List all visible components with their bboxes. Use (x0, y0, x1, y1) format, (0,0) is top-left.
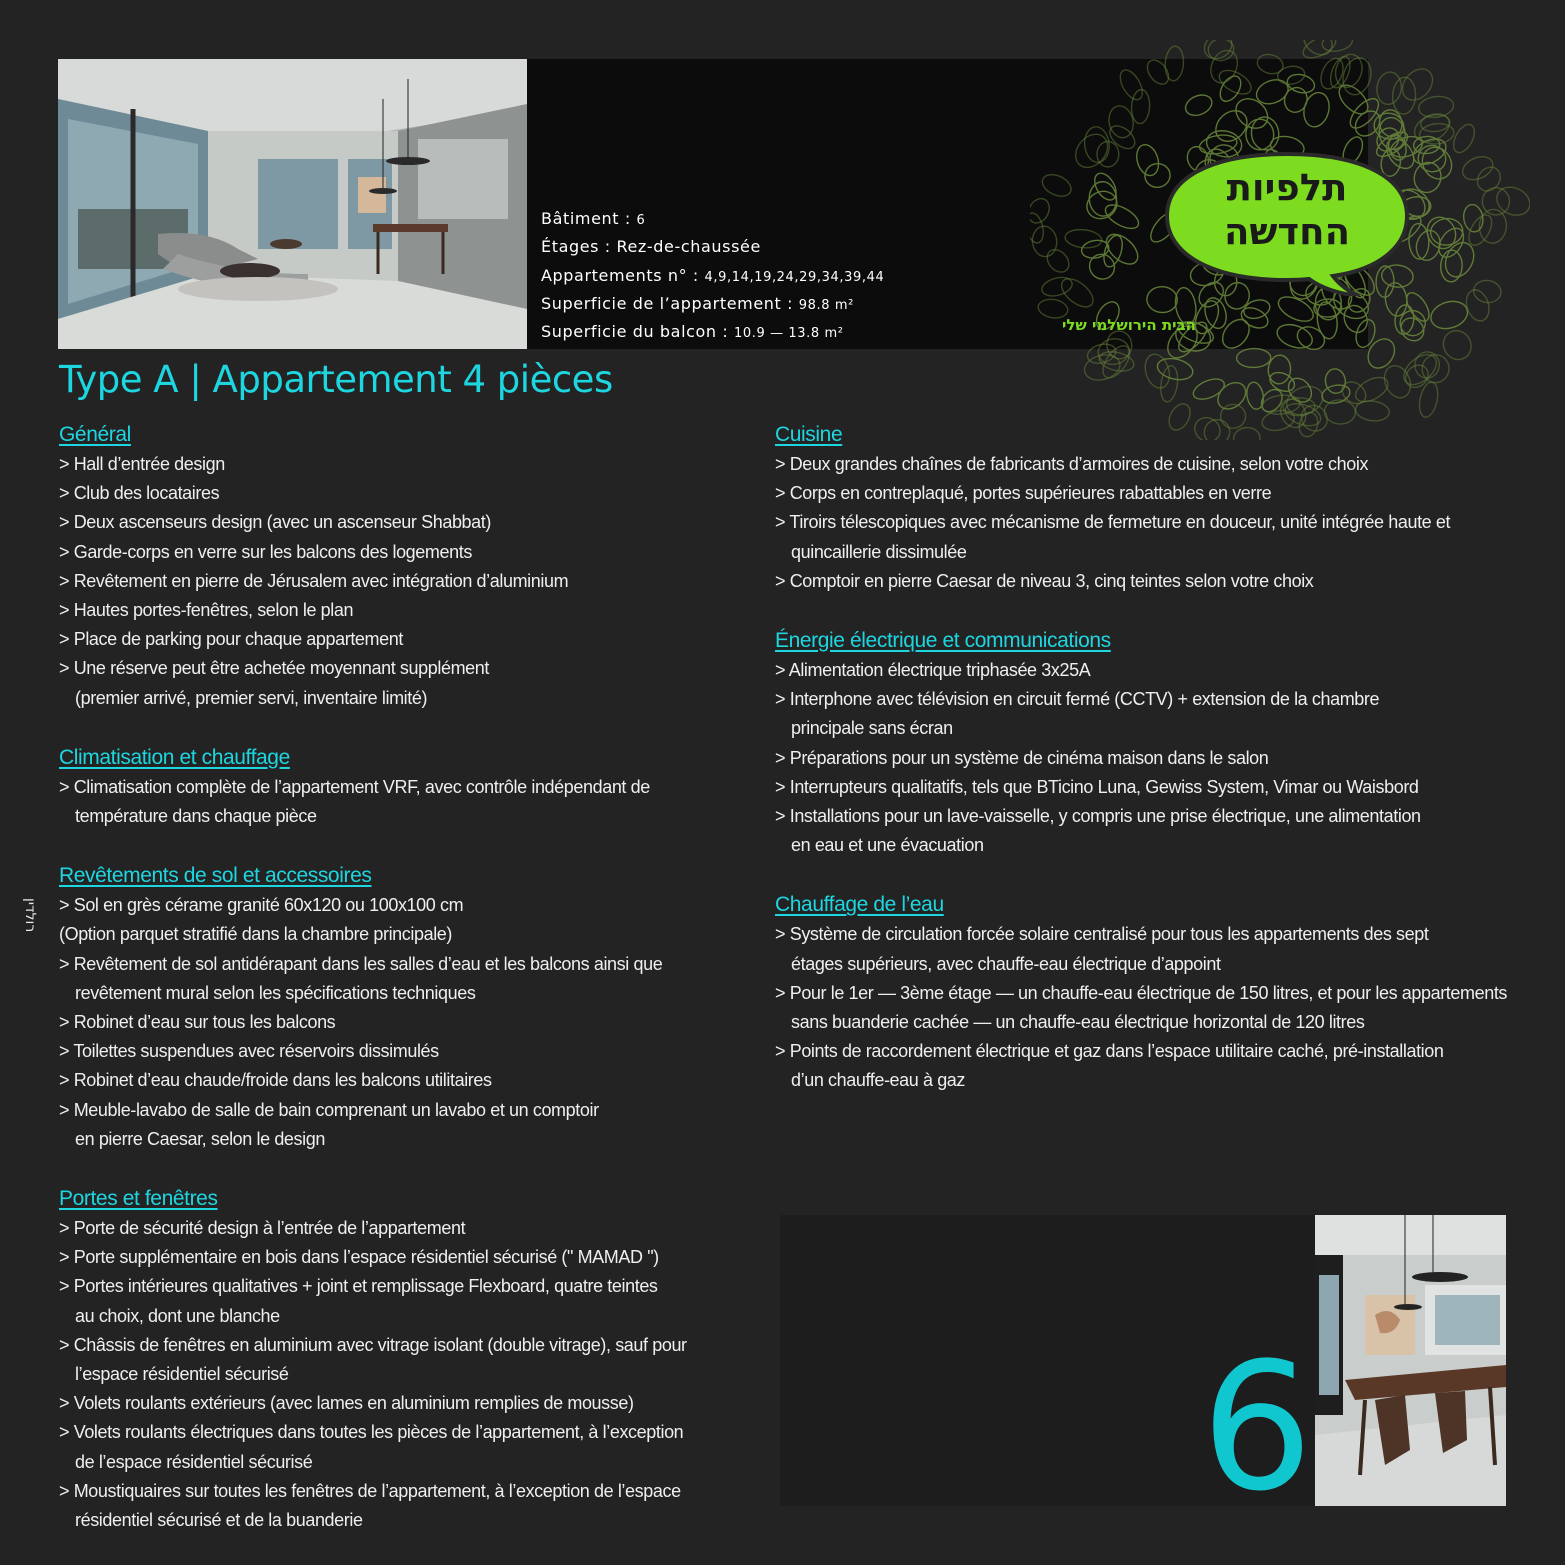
logo-text: תלפיות החדשה (1223, 166, 1351, 253)
pattern-oval (1401, 361, 1432, 392)
pattern-oval (1030, 195, 1053, 227)
list-item: > Porte supplémentaire en bois dans l’espace résidentiel sécurisé (" MAMAD ") (59, 1247, 659, 1268)
building-info (541, 206, 961, 347)
pattern-oval (1321, 40, 1354, 54)
list-item: > Robinet d’eau chaude/froide dans les balcons utilitaires (59, 1070, 492, 1091)
pattern-oval (1274, 320, 1315, 352)
list-item: > Interrupteurs qualitatifs, tels que BTicino Luna, Gewiss System, Vimar ou Waisbord (775, 776, 1419, 797)
hero-living-room-image (58, 59, 527, 349)
item-list (775, 450, 1535, 596)
item-list (59, 1214, 819, 1535)
section-gap (775, 596, 1535, 626)
item-list (775, 656, 1535, 860)
pattern-oval (1084, 249, 1119, 284)
pattern-oval (1217, 314, 1254, 353)
pattern-oval (1213, 377, 1251, 414)
list-item: > Portes intérieures qualitatives + joint et remplissage Flexboard, quatre teintes au choix, dont une blanche (59, 1276, 658, 1326)
pattern-oval (1449, 121, 1478, 156)
pattern-oval (1043, 245, 1073, 276)
list-item: > Points de raccordement électrique et gaz dans l’espace utilitaire caché, pré-installation d’un chauffe-eau à gaz (775, 1041, 1444, 1091)
info-floors: Étages : Rez-de-chaussée (541, 237, 761, 257)
pattern-oval (1164, 46, 1185, 82)
pattern-oval (1057, 273, 1098, 312)
list-item: > Climatisation complète de l’appartement VRF, avec contrôle indépendant de température dans chaque pièce (59, 776, 650, 827)
pattern-oval (1459, 152, 1496, 184)
info-balcony-area: Superficie du balcon : 10.9 — 13.8 m² (541, 322, 844, 342)
list-item: > Volets roulants électriques dans toutes les pièces de l’appartement, à l’exception de l’espace résidentiel sécurisé (59, 1422, 684, 1472)
pattern-oval (1133, 142, 1162, 178)
pattern-oval (1380, 362, 1415, 402)
section-title: Général (59, 423, 131, 446)
section-gap (775, 860, 1535, 890)
info-apartments: Appartements n° : 4,9,14,19,24,29,34,39,44 (541, 265, 885, 285)
pattern-oval (1236, 348, 1271, 367)
list-item: > Préparations pour un système de cinéma maison dans le salon (775, 747, 1269, 768)
list-item: > Toilettes suspendues avec réservoirs dissimulés (59, 1041, 439, 1062)
section-flooring (59, 861, 819, 1154)
list-item: > Club des locataires (59, 483, 220, 504)
list-item: > Hautes portes-fenêtres, selon le plan (59, 600, 354, 621)
pattern-oval (1040, 274, 1074, 299)
section-title: Chauffage de l’eau (775, 893, 944, 917)
side-brand-mark: רולדין (22, 897, 38, 932)
pattern-oval (1281, 84, 1310, 115)
item-list (59, 773, 819, 831)
section-title: Cuisine (775, 423, 843, 446)
section-gap (59, 1154, 819, 1184)
pattern-oval (1320, 382, 1352, 405)
pattern-oval (1422, 212, 1461, 253)
list-item: > Une réserve peut être achetée moyennant supplément (premier arrivé, premier servi, inventaire limité) (59, 658, 489, 708)
page-number: 6 (1201, 1325, 1309, 1530)
pattern-oval (1417, 95, 1454, 120)
logo-tagline: הבית הירושלמי שלי (1061, 316, 1196, 334)
list-item: > Deux ascenseurs design (avec un ascenseur Shabbat) (59, 512, 491, 533)
section-electricity (775, 626, 1535, 860)
section-gap (59, 713, 819, 743)
pattern-oval (1141, 351, 1173, 391)
pattern-oval (1463, 287, 1493, 324)
section-title: Revêtements de sol et accessoires (59, 864, 372, 888)
right-column (775, 420, 1535, 1096)
pattern-oval (1182, 91, 1215, 119)
list-item: > Moustiquaires sur toutes les fenêtres de l’appartement, à l’exception de l’espace résidentiel sécurisé et de la buanderie (59, 1480, 681, 1531)
list-item: > Alimentation électrique triphasée 3x25A (775, 660, 1091, 681)
pattern-oval (1375, 70, 1403, 105)
list-item: > Hall d’entrée design (59, 454, 225, 474)
list-item: > Système de circulation forcée solaire centralisé pour tous les appartements des sept étages supérieurs, avec chauffe-eau électrique d’appoint (775, 924, 1429, 974)
item-list (59, 450, 819, 713)
list-item: > Corps en contreplaqué, portes supérieures rabattables en verre (775, 483, 1272, 504)
list-item: > Interphone avec télévision en circuit fermé (CCTV) + extension de la chambre principale sans écran (775, 689, 1380, 739)
pattern-oval (1031, 225, 1058, 258)
pattern-oval (1339, 55, 1375, 98)
list-item: > Garde-corps en verre sur les balcons des logements (59, 541, 472, 562)
pattern-oval (1324, 368, 1347, 395)
list-item: > Revêtement en pierre de Jérusalem avec intégration d’aluminium (59, 570, 569, 591)
list-item: > Meuble-lavabo de salle de bain comprenant un lavabo et un comptoir en pierre Caesar, selon le design (59, 1099, 599, 1149)
info-apartment-area: Superficie de l’appartement : 98.8 m² (541, 293, 854, 313)
item-list (59, 891, 819, 1154)
pattern-oval (1353, 317, 1378, 350)
footer-dining-room-image (1315, 1215, 1506, 1506)
section-climatisation (59, 743, 819, 831)
pattern-oval (1396, 63, 1438, 106)
section-gap (59, 831, 819, 861)
section-general (59, 420, 819, 713)
list-item: > Pour le 1er — 3ème étage — un chauffe-eau électrique de 150 litres, et pour les appartements sans buanderie cachée — un chauffe-eau électrique horizontal de 120 litres (775, 982, 1508, 1033)
pattern-oval (1300, 90, 1333, 130)
pattern-oval (1100, 233, 1125, 269)
item-list (775, 920, 1535, 1095)
list-item: > Installations pour un lave-vaisselle, y compris une prise électrique, une alimentation en eau et une évacuation (775, 806, 1421, 856)
list-item: > Sol en grès cérame granité 60x120 ou 100x100 cm (59, 895, 464, 916)
pattern-oval (1428, 297, 1471, 333)
list-item: > Volets roulants extérieurs (avec lames en aluminium remplies de mousse) (59, 1393, 634, 1414)
section-water-heating (775, 890, 1535, 1095)
pattern-oval (1143, 56, 1173, 88)
left-column (59, 420, 819, 1535)
pattern-oval (1253, 76, 1291, 109)
section-doors-windows (59, 1184, 819, 1535)
list-item: > Deux grandes chaînes de fabricants d’armoires de cuisine, selon votre choix (775, 454, 1369, 474)
list-item: > Châssis de fenêtres en aluminium avec vitrage isolant (double vitrage), sauf pour l’espace résidentiel sécurisé (59, 1334, 687, 1385)
pattern-oval (1039, 170, 1075, 200)
pattern-oval (1267, 369, 1297, 395)
section-title: Climatisation et chauffage (59, 745, 290, 769)
info-building: Bâtiment : 6 (541, 209, 646, 228)
list-item: > Place de parking pour chaque appartement (59, 629, 403, 650)
page-title: Type A | Appartement 4 pièces (59, 358, 613, 401)
list-item: > Robinet d’eau sur tous les balcons (59, 1012, 336, 1033)
section-title: Portes et fenêtres (59, 1187, 218, 1211)
list-item: > Comptoir en pierre Caesar de niveau 3, cinq teintes selon votre choix (775, 570, 1314, 591)
section-kitchen (775, 420, 1535, 596)
list-item: > Porte de sécurité design à l’entrée de l’appartement (59, 1218, 466, 1239)
pattern-oval (1440, 250, 1463, 283)
section-title: Énergie électrique et communications (775, 629, 1111, 653)
list-item: (Option parquet stratifié dans la chambre principale) (59, 924, 453, 945)
list-item: > Tiroirs télescopiques avec mécanisme de fermeture en douceur, unité intégrée haute et quincaillerie dissimulée (775, 512, 1451, 562)
pattern-oval (1131, 89, 1151, 124)
list-item: > Revêtement de sol antidérapant dans les salles d’eau et les balcons ainsi que revêtement mural selon les spécifications techniques (59, 953, 663, 1003)
pattern-oval (1206, 46, 1242, 87)
pattern-oval (1255, 52, 1285, 77)
pattern-oval (1363, 334, 1400, 373)
pattern-oval (1116, 66, 1147, 103)
pattern-oval (1438, 325, 1477, 364)
